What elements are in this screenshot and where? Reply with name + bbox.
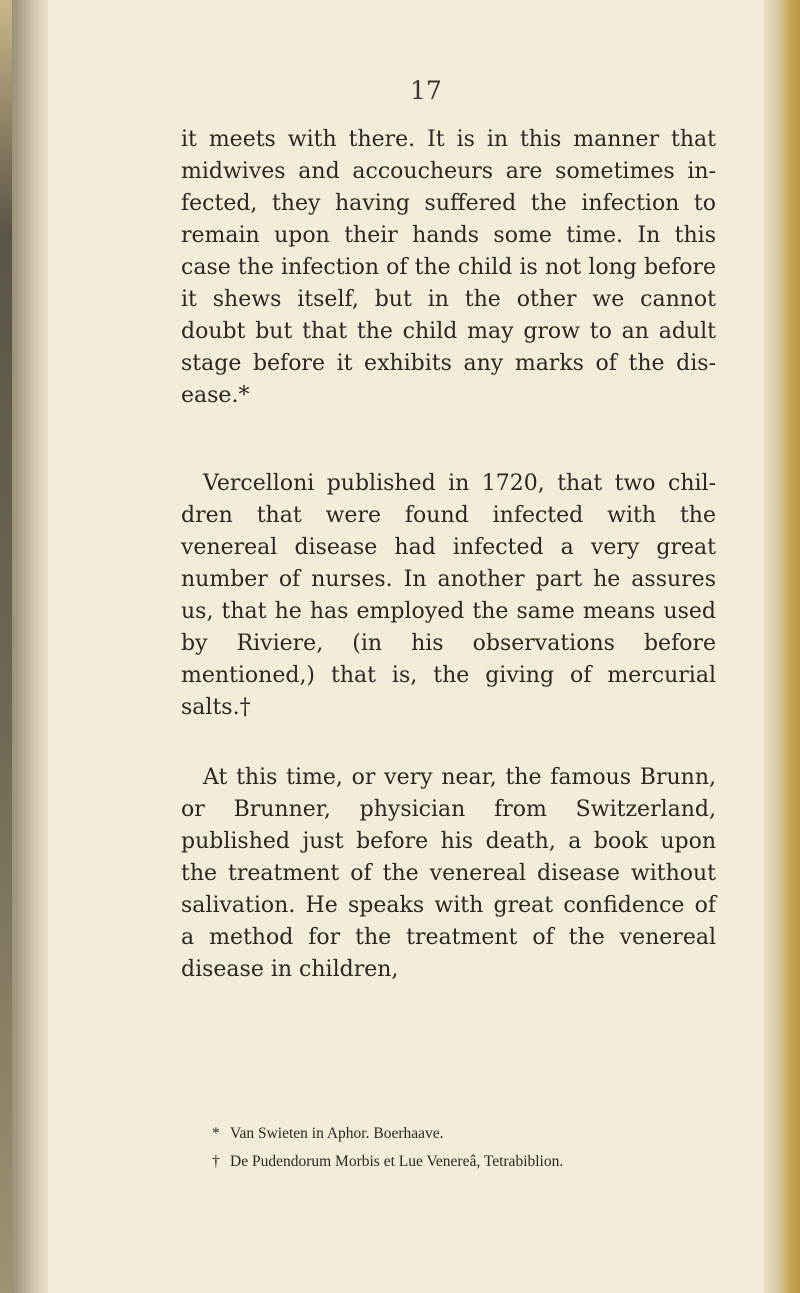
paragraph-2 — [181, 468, 716, 724]
footnotes — [212, 1120, 732, 1176]
paragraph-text: Vercelloni published in 1720, that two chil-dren that were found infected with the venereal disease had infected a very great number of nurses. In another part he assures us, that he has employed the same means used by Riviere, (in his observations before mentioned,) that is, the giving of mercurial salts.† — [181, 471, 716, 720]
paragraph-1 — [181, 124, 716, 412]
footnote-text: Van Swieten in Aphor. Boerhaave. — [230, 1125, 444, 1142]
binding-edge — [0, 0, 12, 1293]
footnote-1 — [212, 1120, 732, 1148]
paragraph-3 — [181, 762, 716, 986]
paragraph-text: it meets with there. It is in this manner that midwives and accoucheurs are sometimes in-fected, they having suffered the infection to remain upon their hands some time. In this case the infection of the child is not long before it shews itself, but in the other we cannot doubt but that the child may grow to an adult stage before it exhibits any marks of the dis-ease.* — [181, 127, 716, 408]
page-edge-right — [764, 0, 800, 1293]
footnote-2 — [212, 1148, 732, 1176]
footnote-mark: † — [212, 1153, 220, 1170]
paragraph-text: At this time, or very near, the famous Brunn, or Brunner, physician from Switzerland, published just before his death, a book upon the treatment of the venereal disease without salivation. He speaks with great confidence of a method for the treatment of the venereal disease in children, — [181, 765, 716, 982]
page-number: 17 — [410, 76, 442, 105]
footnote-text: De Pudendorum Morbis et Lue Venereâ, Tetrabiblion. — [230, 1153, 564, 1170]
footnote-mark: * — [212, 1125, 220, 1142]
